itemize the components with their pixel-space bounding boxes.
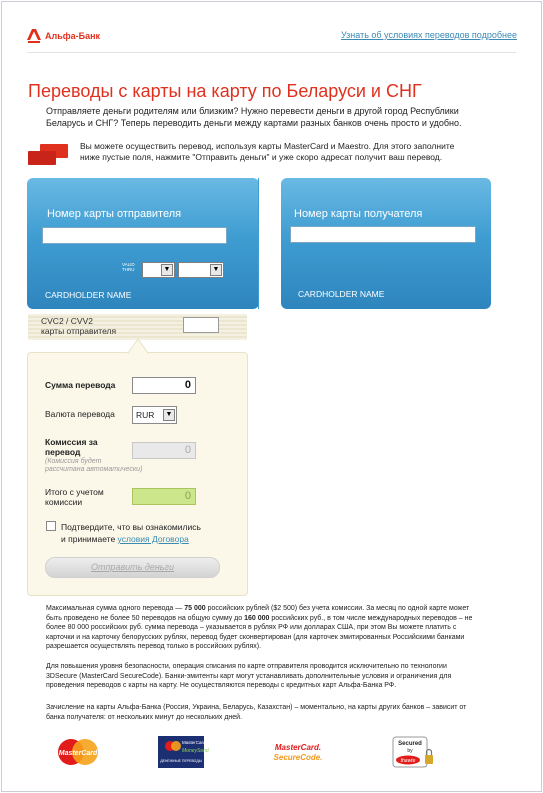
expiry-month-select[interactable] — [142, 262, 175, 278]
chevron-down-icon: ▼ — [210, 264, 222, 276]
expiry-year-select[interactable] — [178, 262, 224, 278]
currency-label: Валюта перевода — [45, 409, 115, 419]
total-label: Итого с учетом комиссии — [45, 487, 104, 507]
crediting-paragraph: Зачисление на карты Альфа-Банка (Россия, Украина, Беларусь, Казахстан) – моментально, на карты других банков – зависит от банка получателя: от нескольких минут до нескольких дней. — [46, 704, 467, 721]
receiver-card-label: Номер карты получателя — [294, 208, 423, 220]
svg-text:MoneySend: MoneySend — [182, 748, 209, 754]
terms-link[interactable]: Узнать об условиях переводов подробнее — [340, 30, 517, 40]
instruction-note: Вы можете осуществить перевод, используя карты MasterCard и Maestro. Для этого заполните ниже пустые поля, нажмите "Отправить деньги" и уже скоро адресат получит ваш перевод. — [80, 141, 455, 162]
fee-output: 0 — [132, 442, 196, 459]
svg-text:MasterCard: MasterCard — [58, 750, 98, 757]
amount-label: Сумма перевода — [45, 380, 116, 390]
receiver-card-number-input[interactable] — [290, 226, 476, 243]
receiver-cardholder-name: CARDHOLDER NAME — [298, 289, 385, 299]
fee-label: Комиссия за перевод — [45, 437, 98, 457]
limits-paragraph: Максимальная сумма одного перевода — 75 000 российских рублей ($2 500) без учета комиссии. За месяц по одной карте может быть проведено не более 50 переводов на общую сумму до 160 000 российских руб., в том числе международных переводов – не более 80 000 российских руб. сумма перевода – указывается в рублях РФ или долларах США, при этом Вы можете платить с карточки и на карточку белорусских рублях, перевод будет сконвертирован (для карточек эмитированных Российскими банками разрешается осуществлять перевод только в российских рублях). — [46, 605, 473, 650]
sender-card-label: Номер карты отправителя — [47, 208, 182, 220]
page-title: Переводы с карты на карту по Беларуси и СНГ — [28, 81, 422, 101]
panel-pointer — [128, 339, 148, 353]
fee-hint: (Комиссия будет рассчитана автоматически) — [45, 458, 143, 473]
securecode-logo-icon — [272, 740, 324, 764]
svg-text:by: by — [407, 748, 413, 754]
mastercard-logo-icon — [56, 738, 100, 766]
svg-text:MasterCard: MasterCard — [182, 740, 206, 745]
security-paragraph: Для повышения уровня безопасности, операция списания по карте отправителя проводится исключительно по технологии 3DSecure (MasterCard SecureCode). Банки-эмитенты карт могут устанавливать дополнительные условия и ограничения для проведения переводов с карты на карту. Не осуществляются переводы с кредитных карт Альфа-Банка РФ. — [46, 663, 452, 689]
svg-text:SecureCode.: SecureCode. — [273, 753, 323, 762]
svg-text:MasterCard.: MasterCard. — [274, 743, 322, 752]
svg-text:Secured: Secured — [398, 741, 422, 747]
header-divider — [27, 52, 516, 53]
svg-text:thawte: thawte — [400, 758, 416, 764]
cards-icon — [26, 144, 70, 166]
sender-card-number-input[interactable] — [42, 227, 227, 244]
moneysend-logo-icon — [158, 736, 209, 768]
agree-checkbox[interactable] — [46, 521, 56, 531]
total-output: 0 — [132, 488, 196, 505]
send-money-button[interactable]: Отправить деньги — [45, 557, 220, 578]
cvc-input[interactable] — [183, 317, 219, 333]
brand-name: Альфа-Банк — [45, 31, 101, 41]
valid-thru-label: VALID THRU — [122, 262, 135, 272]
alfa-logo-icon — [27, 29, 41, 43]
agree-text: Подтвердите, что вы ознакомились и принимаете условия Договора — [61, 522, 201, 544]
contract-terms-link[interactable]: условия Договора — [117, 534, 189, 544]
sender-cardholder-name: CARDHOLDER NAME — [45, 290, 132, 300]
cvc-label: CVC2 / CVV2 карты отправителя — [41, 316, 117, 336]
chevron-down-icon: ▼ — [161, 264, 173, 276]
thawte-secured-badge-icon — [392, 736, 434, 770]
intro-text: Отправляете деньги родителям или близким? Нужно перевести деньги в другой город Республики Беларусь и СНГ? Теперь переводить деньги между картами разных банков очень просто и удобно. — [46, 106, 462, 128]
chevron-down-icon: ▼ — [163, 409, 175, 421]
arrow-shape — [230, 178, 262, 309]
currency-select[interactable]: RUR ▼ — [132, 406, 177, 424]
svg-text:ДЕНЕЖНЫЕ ПЕРЕВОДЫ: ДЕНЕЖНЫЕ ПЕРЕВОДЫ — [160, 759, 202, 763]
amount-input[interactable]: 0 — [132, 377, 196, 394]
